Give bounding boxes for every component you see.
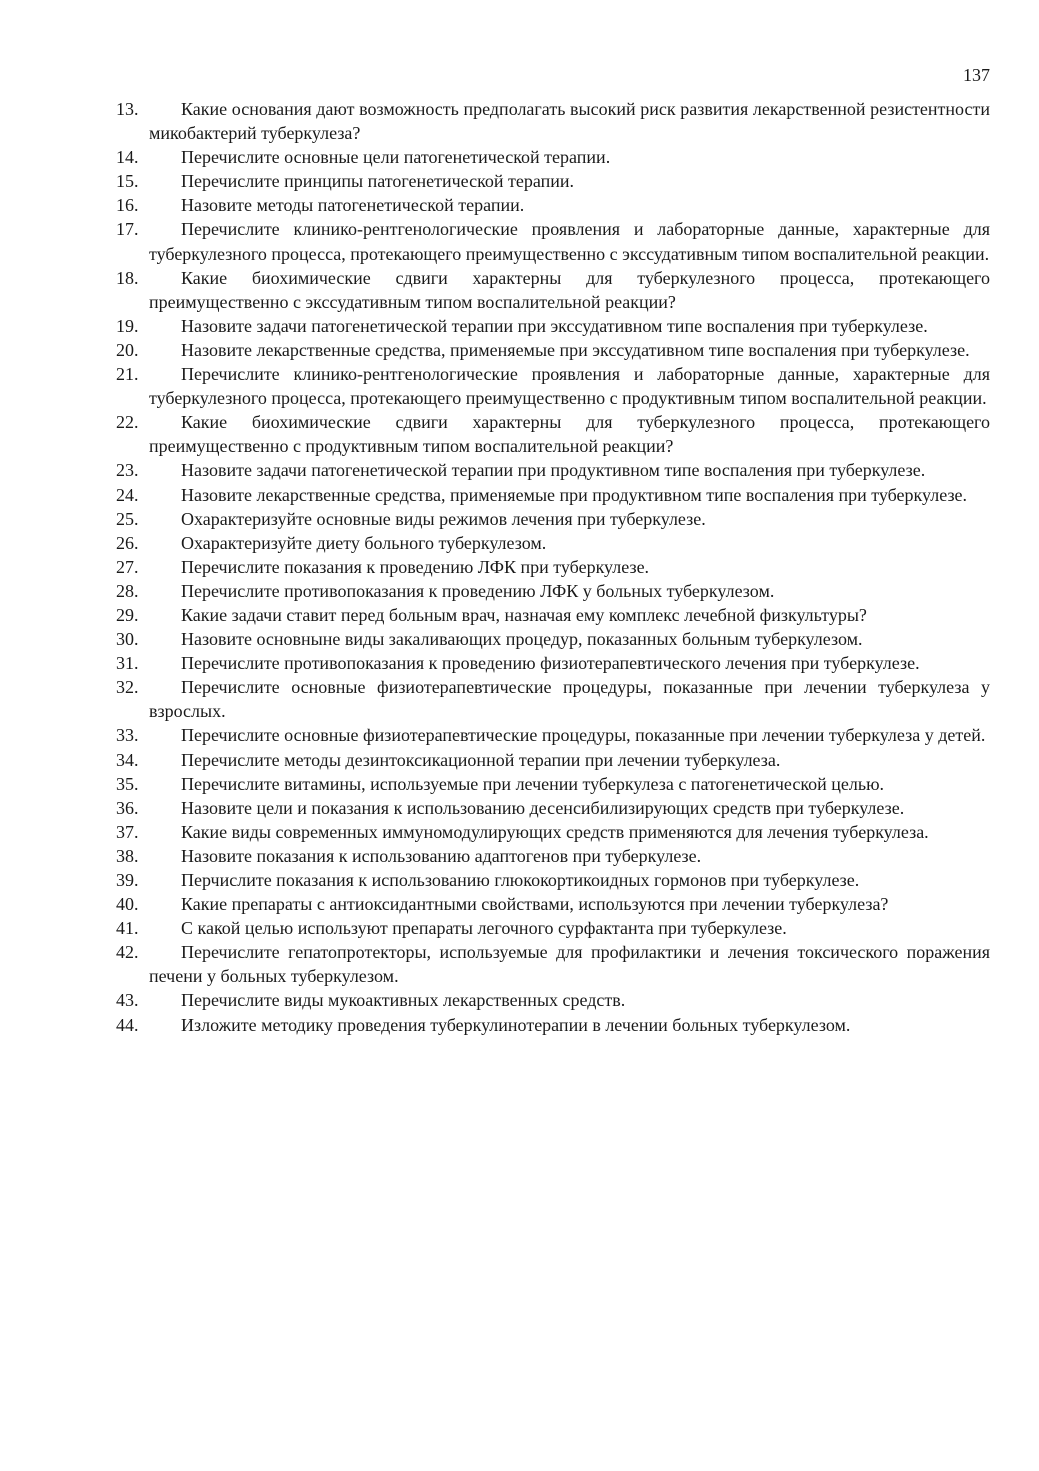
question-text: Какие биохимические сдвиги характерны для туберкулезного процесса, протекающего преимущественно с продуктивным типом воспалительной реакции? (149, 412, 990, 457)
question-item (116, 193, 990, 217)
question-number: 26. (116, 532, 139, 553)
question-number: 40. (116, 894, 139, 915)
question-number: 33. (116, 725, 139, 746)
question-text: Перчислите показания к использованию глюкокортикоидных гормонов при туберкулезе. (181, 870, 860, 890)
question-text: Охарактеризуйте основные виды режимов лечения при туберкулезе. (181, 508, 706, 529)
question-item (116, 338, 990, 362)
question-list (116, 97, 990, 1037)
question-text: Перечислите основные цели патогенетической терапии. (181, 147, 611, 168)
question-item (116, 266, 990, 314)
question-text: Перечислите принципы патогенетической терапии. (181, 171, 575, 192)
question-text: Изложите методику проведения туберкулинотерапии в лечении больных туберкулезом. (181, 1014, 851, 1035)
question-text: Перечислите методы дезинтоксикационной терапии при лечении туберкулеза. (181, 749, 781, 770)
question-number: 16. (116, 195, 139, 216)
question-number: 28. (116, 580, 139, 601)
question-number: 30. (116, 629, 139, 650)
question-number: 38. (116, 845, 139, 866)
question-item (116, 868, 990, 892)
question-item (116, 796, 990, 820)
question-number: 15. (116, 171, 139, 192)
question-text: С какой целью используют препараты легочного сурфактанта при туберкулезе. (181, 918, 787, 939)
question-item (116, 483, 990, 507)
question-text: Перечислите основные физиотерапевтические процедуры, показанные при лечении туберкулеза у детей. (181, 725, 986, 746)
question-number: 22. (116, 412, 139, 433)
question-item (116, 362, 990, 410)
question-text: Перечислите гепатопротекторы, используемые для профилактики и лечения токсического поражения печени у больных туберкулезом. (149, 942, 990, 987)
question-item (116, 507, 990, 531)
question-text: Назовите показания к использованию адаптогенов при туберкулезе. (181, 845, 702, 866)
question-number: 43. (116, 990, 139, 1011)
question-item (116, 627, 990, 651)
question-number: 35. (116, 773, 139, 794)
question-number: 44. (116, 1014, 139, 1035)
question-text: Перечислите основные физиотерапевтические процедуры, показанные при лечении туберкулеза у взрослых. (149, 677, 990, 722)
question-text: Назовите лекарственные средства, применяемые при продуктивном типе воспаления при туберкулезе. (181, 484, 968, 505)
question-number: 13. (116, 99, 139, 119)
question-item (116, 723, 990, 747)
question-text: Назовите лекарственные средства, применяемые при экссудативном типе воспаления при туберкулезе. (181, 339, 970, 360)
question-item (116, 1013, 990, 1037)
question-item (116, 988, 990, 1012)
question-text: Какие основания дают возможность предполагать высокий риск развития лекарственной резистентности микобактерий туберкулеза? (149, 99, 990, 144)
question-text: Перечислите клинико-рентгенологические проявления и лабораторные данные, характерные для туберкулезного процесса, протекающего преимущественно с экссудативным типом воспалительной реакции. (149, 219, 990, 264)
question-number: 31. (116, 653, 139, 674)
question-number: 20. (116, 339, 139, 360)
question-item (116, 97, 990, 145)
question-number: 32. (116, 677, 139, 698)
question-text: Назовите задачи патогенетической терапии при экссудативном типе воспаления при туберкулезе. (181, 315, 928, 336)
question-item (116, 916, 990, 940)
question-item (116, 217, 990, 265)
question-item (116, 603, 990, 627)
question-item (116, 555, 990, 579)
question-number: 37. (116, 821, 139, 842)
question-item (116, 145, 990, 169)
question-text: Какие препараты с антиоксидантными свойствами, используются при лечении туберкулеза? (181, 894, 889, 915)
question-text: Перечислите клинико-рентгенологические проявления и лабораторные данные, характерные для туберкулезного процесса, протекающего преимущественно с продуктивным типом воспалительной реакции. (149, 364, 990, 409)
question-text: Перечислите виды мукоактивных лекарственных средств. (181, 990, 626, 1011)
question-text: Назовите задачи патогенетической терапии при продуктивном типе воспаления при туберкулезе. (181, 460, 926, 481)
question-number: 36. (116, 797, 139, 818)
question-item (116, 651, 990, 675)
question-number: 18. (116, 267, 139, 288)
question-number: 17. (116, 219, 139, 240)
question-number: 21. (116, 364, 139, 385)
question-text: Перечислите противопоказания к проведению ЛФК у больных туберкулезом. (181, 580, 775, 601)
question-number: 41. (116, 918, 139, 939)
question-number: 42. (116, 942, 139, 963)
question-item (116, 892, 990, 916)
question-number: 39. (116, 870, 139, 890)
question-item (116, 748, 990, 772)
question-text: Назовите цели и показания к использованию десенсибилизирующих средств при туберкулезе. (181, 797, 905, 818)
question-item (116, 314, 990, 338)
question-text: Перечислите витамины, используемые при лечении туберкулеза с патогенетической целью. (181, 773, 885, 794)
question-number: 14. (116, 147, 139, 168)
page-number: 137 (963, 65, 990, 85)
question-item (116, 458, 990, 482)
question-number: 25. (116, 508, 139, 529)
question-item (116, 772, 990, 796)
question-number: 24. (116, 484, 139, 505)
question-item (116, 675, 990, 723)
question-text: Перечислите противопоказания к проведению физиотерапевтического лечения при туберкулезе. (181, 653, 920, 674)
question-item (116, 579, 990, 603)
question-number: 23. (116, 460, 139, 481)
question-item (116, 410, 990, 458)
question-item (116, 531, 990, 555)
question-text: Какие задачи ставит перед больным врач, назначая ему комплекс лечебной физкультуры? (181, 604, 867, 625)
question-number: 19. (116, 315, 139, 336)
question-text: Охарактеризуйте диету больного туберкулезом. (181, 532, 547, 553)
question-text: Перечислите показания к проведению ЛФК при туберкулезе. (181, 556, 650, 577)
question-text: Какие виды современных иммуномодулирующих средств применяются для лечения туберкулеза. (181, 821, 929, 842)
question-item (116, 940, 990, 988)
question-number: 34. (116, 749, 139, 770)
question-item (116, 820, 990, 844)
question-text: Назовите методы патогенетической терапии. (181, 195, 525, 216)
question-number: 27. (116, 556, 139, 577)
question-text: Назовите основныне виды закаливающих процедур, показанных больным туберкулезом. (181, 629, 863, 650)
question-number: 29. (116, 604, 139, 625)
question-item (116, 844, 990, 868)
question-item (116, 169, 990, 193)
question-text: Какие биохимические сдвиги характерны для туберкулезного процесса, протекающего преимущественно с экссудативным типом воспалительной реакции? (149, 267, 990, 312)
